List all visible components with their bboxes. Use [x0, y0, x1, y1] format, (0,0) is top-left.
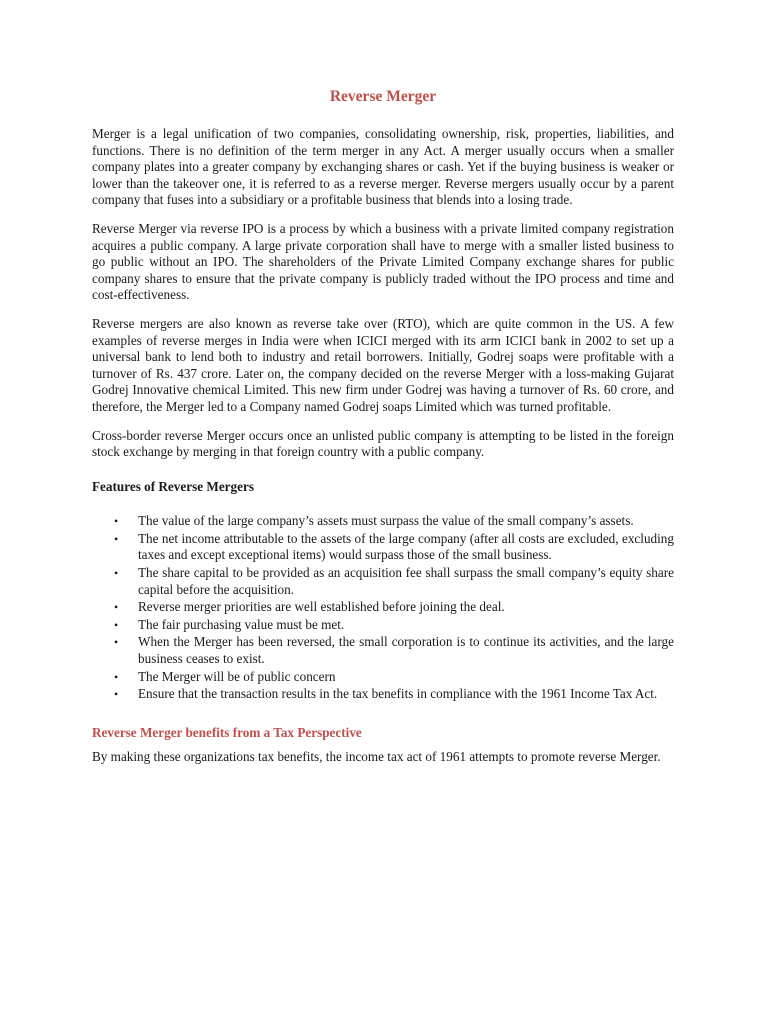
bullet-icon: •: [114, 635, 119, 650]
list-item: [92, 599, 674, 616]
bullet-icon: •: [114, 669, 119, 684]
paragraph-reverse-ipo: Reverse Merger via reverse IPO is a process by which a business with a private limited company registration acquires a public company. A large private corporation shall have to merge with a smaller listed business to go public without an IPO. The shareholders of the Private Limited Company exchange shares for public company shares to ensure that the private company is publicly traded without the IPO process and time and cost-effectiveness.: [92, 220, 674, 303]
list-item: [92, 634, 674, 667]
document-title: Reverse Merger: [329, 88, 437, 105]
list-item: [92, 617, 674, 634]
bullet-icon: •: [114, 687, 119, 702]
bullet-icon: •: [114, 600, 119, 615]
list-item-text: Reverse merger priorities are well established before joining the deal.: [138, 599, 505, 615]
bullet-icon: •: [114, 566, 119, 581]
document-page: [92, 86, 674, 778]
paragraph-cross-border: Cross-border reverse Merger occurs once an unlisted public company is attempting to be listed in the foreign stock exchange by merging in that foreign country with a public company.: [92, 427, 674, 460]
list-item-text: Ensure that the transaction results in the tax benefits in compliance with the 1961 Income Tax Act.: [138, 686, 658, 702]
list-item-text: The Merger will be of public concern: [138, 668, 336, 684]
list-item: [92, 531, 674, 564]
list-item: [92, 686, 674, 703]
list-item: [92, 513, 674, 530]
paragraph-rto-examples: Reverse mergers are also known as reverse take over (RTO), which are quite common in the US. A few examples of reverse merges in India were when ICICI merged with its arm ICICI bank in 2002 to set up a universal bank to lend both to industry and retail borrowers. Initially, Godrej soaps were profitable with a turnover of Rs. 437 crore. Later on, the company decided on the reverse Merger with a loss-making Gujarat Godrej Innovative chemical Limited. This new firm under Godrej was having a turnover of Rs. 60 crore, and therefore, the Merger led to a Company named Godrej soaps Limited which was turned profitable.: [92, 315, 674, 414]
features-list: [92, 513, 674, 703]
paragraph-tax: By making these organizations tax benefits, the income tax act of 1961 attempts to promote reverse Merger.: [92, 749, 661, 765]
bullet-icon: •: [114, 514, 119, 529]
tax-heading: Reverse Merger benefits from a Tax Perspective: [92, 724, 362, 740]
bullet-icon: •: [114, 531, 119, 546]
paragraph-merger-definition: Merger is a legal unification of two companies, consolidating ownership, risk, properties, liabilities, and functions. There is no definition of the term merger in any Act. A merger usually occurs when a smaller company plates into a greater company by exchanging shares or cash. Yet if the buying business is weaker or lower than the takeover one, it is referred to as a reverse merger. Reverse mergers usually occur by a parent company that fuses into a subsidiary or a profitable business that blends into a losing trade.: [92, 126, 674, 208]
list-item-text: The fair purchasing value must be met.: [138, 616, 345, 632]
list-item-text: The net income attributable to the assets of the large company (after all costs are excluded, excluding taxes and except exceptional items) would surpass those of the small business.: [138, 530, 674, 563]
list-item-text: The share capital to be provided as an acquisition fee shall surpass the small company’s equity share capital before the acquisition.: [138, 565, 674, 597]
list-item: [92, 565, 674, 598]
list-item-text: When the Merger has been reversed, the small corporation is to continue its activities, and the large business ceases to exist.: [138, 634, 674, 667]
features-heading: Features of Reverse Mergers: [92, 478, 254, 494]
list-item-text: The value of the large company’s assets must surpass the value of the small company’s assets.: [138, 513, 634, 529]
list-item: [92, 669, 674, 686]
bullet-icon: •: [114, 617, 119, 632]
